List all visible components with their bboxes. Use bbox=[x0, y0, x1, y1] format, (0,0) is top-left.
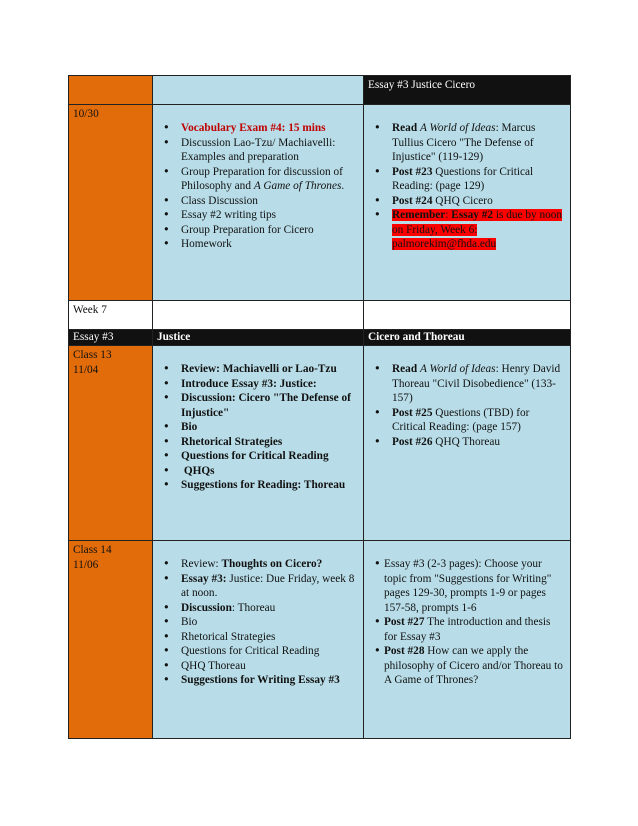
list-item: • Discussion: Thoreau bbox=[157, 601, 359, 616]
row-10-30 bbox=[69, 105, 571, 301]
unit-theme: Justice bbox=[153, 330, 364, 346]
list-item: • Discussion Lao-Tzu/ Machiavelli: Examples and preparation bbox=[157, 136, 359, 165]
list-item: • Essay #2 writing tips bbox=[157, 208, 359, 223]
list-item: • Suggestions for Writing Essay #3 bbox=[157, 673, 359, 688]
activities-cell bbox=[153, 105, 364, 301]
list-item: • Read A World of Ideas: Henry David Thoreau "Civil Disobedience" (133-157) bbox=[368, 362, 566, 406]
unit-readings: Cicero and Thoreau bbox=[364, 330, 571, 346]
header-cell-2 bbox=[153, 76, 364, 105]
list-item: • Post #23 Questions for Critical Reading: (page 129) bbox=[368, 165, 566, 194]
date-cell bbox=[69, 105, 153, 301]
list-item: • Rhetorical Strategies bbox=[157, 435, 359, 450]
list-item: • Introduce Essay #3: Justice: bbox=[157, 377, 359, 392]
list-item: • Suggestions for Reading: Thoreau bbox=[157, 478, 359, 493]
row-class-13 bbox=[69, 346, 571, 541]
header-cell-1 bbox=[69, 76, 153, 105]
unit-bar-row bbox=[69, 330, 571, 346]
list-item: • Essay #3: Justice: Due Friday, week 8 at noon. bbox=[157, 572, 359, 601]
class-number: Class 13 bbox=[73, 349, 112, 361]
class-date: 11/06 bbox=[73, 558, 99, 571]
list-item: • Post #25 Questions (TBD) for Critical Reading: (page 157) bbox=[368, 406, 566, 435]
list-item: • Bio bbox=[157, 615, 359, 630]
homework-cell bbox=[364, 105, 571, 301]
list-item: • Read A World of Ideas: Marcus Tullius Cicero "The Defense of Injustice" (119-129) bbox=[368, 121, 566, 165]
list-item: • Homework bbox=[157, 237, 359, 252]
homework-cell bbox=[364, 346, 571, 541]
list-item: • QHQs bbox=[157, 464, 359, 479]
homework-cell bbox=[364, 541, 571, 739]
class-label-cell bbox=[69, 346, 153, 541]
class-number: Class 14 bbox=[73, 544, 112, 556]
activities-cell bbox=[153, 346, 364, 541]
list-item: • Questions for Critical Reading bbox=[157, 449, 359, 464]
list-item: • Vocabulary Exam #4: 15 mins bbox=[157, 121, 359, 136]
list-item: • Group Preparation for Cicero bbox=[157, 223, 359, 238]
list-item: • Group Preparation for discussion of Philosophy and A Game of Thrones. bbox=[157, 165, 359, 194]
header-row bbox=[69, 76, 571, 105]
list-item: • Post #28 How can we apply the philosophy of Cicero and/or Thoreau to A Game of Thrones? bbox=[368, 644, 566, 688]
list-item: • Post #27 The introduction and thesis for Essay #3 bbox=[368, 615, 566, 644]
row-class-14 bbox=[69, 541, 571, 739]
list-item: • QHQ Thoreau bbox=[157, 659, 359, 674]
reminder-item: • Remember: Essay #2 is due by noon on Friday, Week 6: palmorekim@fhda.edu bbox=[368, 208, 566, 252]
unit-essay: Essay #3 bbox=[69, 330, 153, 346]
header-cell-3 bbox=[364, 76, 571, 105]
list-item: • Bio bbox=[157, 420, 359, 435]
list-item: • Discussion: Cicero "The Defense of Injustice" bbox=[157, 391, 359, 420]
date-label: 10/30 bbox=[73, 108, 99, 120]
class-label-cell bbox=[69, 541, 153, 739]
list-item: • Review: Machiavelli or Lao-Tzu bbox=[157, 362, 359, 377]
week-label: Week 7 bbox=[73, 304, 107, 316]
list-item: • Questions for Critical Reading bbox=[157, 644, 359, 659]
list-item: • Post #26 QHQ Thoreau bbox=[368, 435, 566, 450]
list-item: • Post #24 QHQ Cicero bbox=[368, 194, 566, 209]
list-item: • Class Discussion bbox=[157, 194, 359, 209]
class-date: 11/04 bbox=[73, 363, 99, 376]
header-title: Essay #3 Justice Cicero bbox=[368, 79, 475, 91]
week-row bbox=[69, 301, 571, 330]
list-item: • Rhetorical Strategies bbox=[157, 630, 359, 645]
list-item: • Essay #3 (2-3 pages): Choose your topic from "Suggestions for Writing" pages 129-30, prompts 1-9 or pages 157-58, prompts 1-6 bbox=[368, 557, 566, 615]
list-item: • Review: Thoughts on Cicero? bbox=[157, 557, 359, 572]
schedule-table bbox=[68, 75, 571, 739]
activities-cell bbox=[153, 541, 364, 739]
week-label-cell bbox=[69, 301, 153, 330]
